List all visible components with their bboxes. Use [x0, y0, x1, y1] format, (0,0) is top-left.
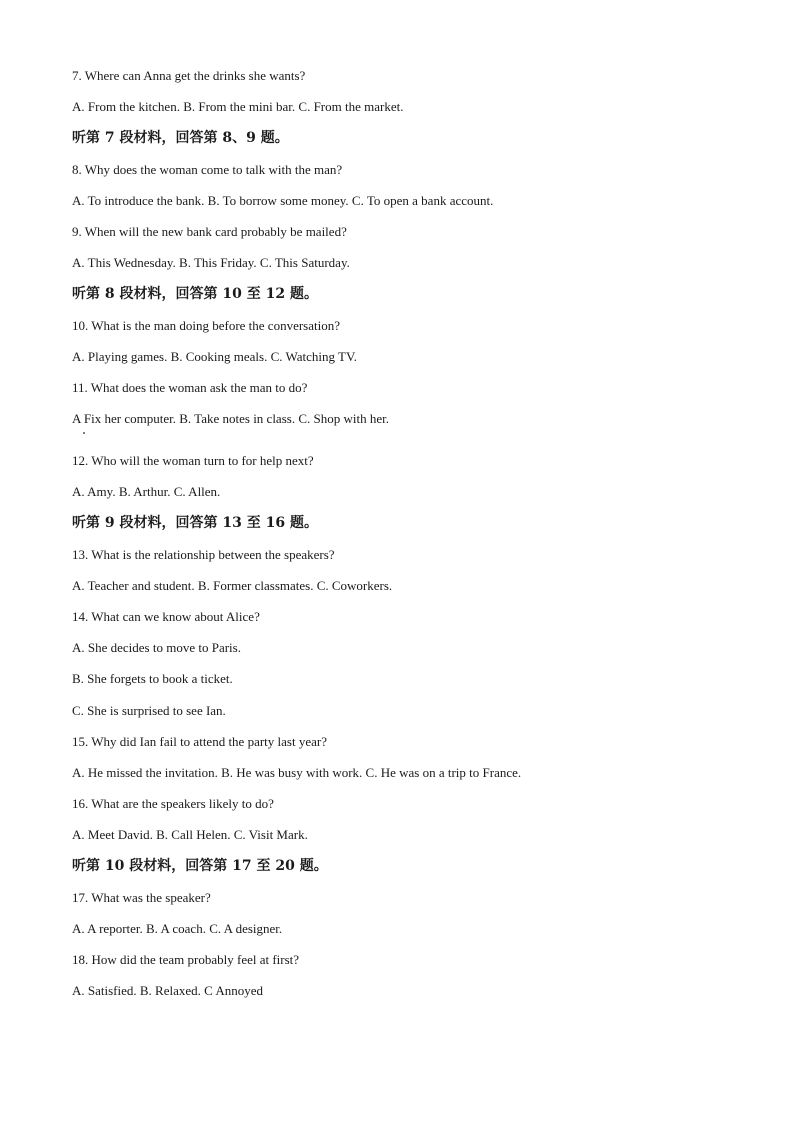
- question-11: 11. What does the woman ask the man to do?: [72, 380, 308, 395]
- question-18-options: A. Satisfied. B. Relaxed. C Annoyed: [72, 983, 264, 998]
- question-15-options: A. He missed the invitation. B. He was busy with work. C. He was on a trip to France.: [72, 765, 522, 780]
- question-9: 9. When will the new bank card probably be mailed?: [72, 224, 347, 239]
- question-8: 8. Why does the woman come to talk with the man?: [72, 162, 343, 177]
- section-heading-8: 听第 8 段材料，回答第 10 至 12 题。: [72, 286, 318, 302]
- question-16: 16. What are the speakers likely to do?: [72, 796, 274, 811]
- question-17-options: A. A reporter. B. A coach. C. A designer.: [72, 921, 283, 936]
- question-17: 17. What was the speaker?: [72, 890, 211, 905]
- question-14-option-a: A. She decides to move to Paris.: [72, 640, 241, 655]
- question-10: 10. What is the man doing before the conversation?: [72, 318, 340, 333]
- question-13: 13. What is the relationship between the speakers?: [72, 547, 335, 562]
- question-14-option-b: B. She forgets to book a ticket.: [72, 671, 233, 686]
- section-heading-7: 听第 7 段材料，回答第 8、9 题。: [72, 130, 289, 146]
- question-10-options: A. Playing games. B. Cooking meals. C. Watching TV.: [72, 349, 357, 364]
- question-9-options: A. This Wednesday. B. This Friday. C. This Saturday.: [72, 255, 350, 270]
- question-11-options: A Fix her computer. B. Take notes in class. C. Shop with her.: [72, 411, 389, 426]
- question-12-options: A. Amy. B. Arthur. C. Allen.: [72, 484, 221, 499]
- question-8-options: A. To introduce the bank. B. To borrow some money. C. To open a bank account.: [72, 193, 494, 208]
- question-14-option-c: C. She is surprised to see Ian.: [72, 703, 226, 718]
- question-13-options: A. Teacher and student. B. Former classmates. C. Coworkers.: [72, 578, 393, 593]
- section-heading-9: 听第 9 段材料，回答第 13 至 16 题。: [72, 515, 318, 531]
- question-15: 15. Why did Ian fail to attend the party last year?: [72, 734, 327, 749]
- question-7: 7. Where can Anna get the drinks she wants?: [72, 68, 306, 83]
- question-7-options: A. From the kitchen. B. From the mini bar. C. From the market.: [72, 99, 404, 114]
- question-18: 18. How did the team probably feel at first?: [72, 952, 300, 967]
- question-12: 12. Who will the woman turn to for help next?: [72, 453, 314, 468]
- question-16-options: A. Meet David. B. Call Helen. C. Visit Mark.: [72, 827, 308, 842]
- question-14: 14. What can we know about Alice?: [72, 609, 260, 624]
- section-heading-10: 听第 10 段材料，回答第 17 至 20 题。: [72, 858, 328, 874]
- stray-dot: [83, 432, 85, 434]
